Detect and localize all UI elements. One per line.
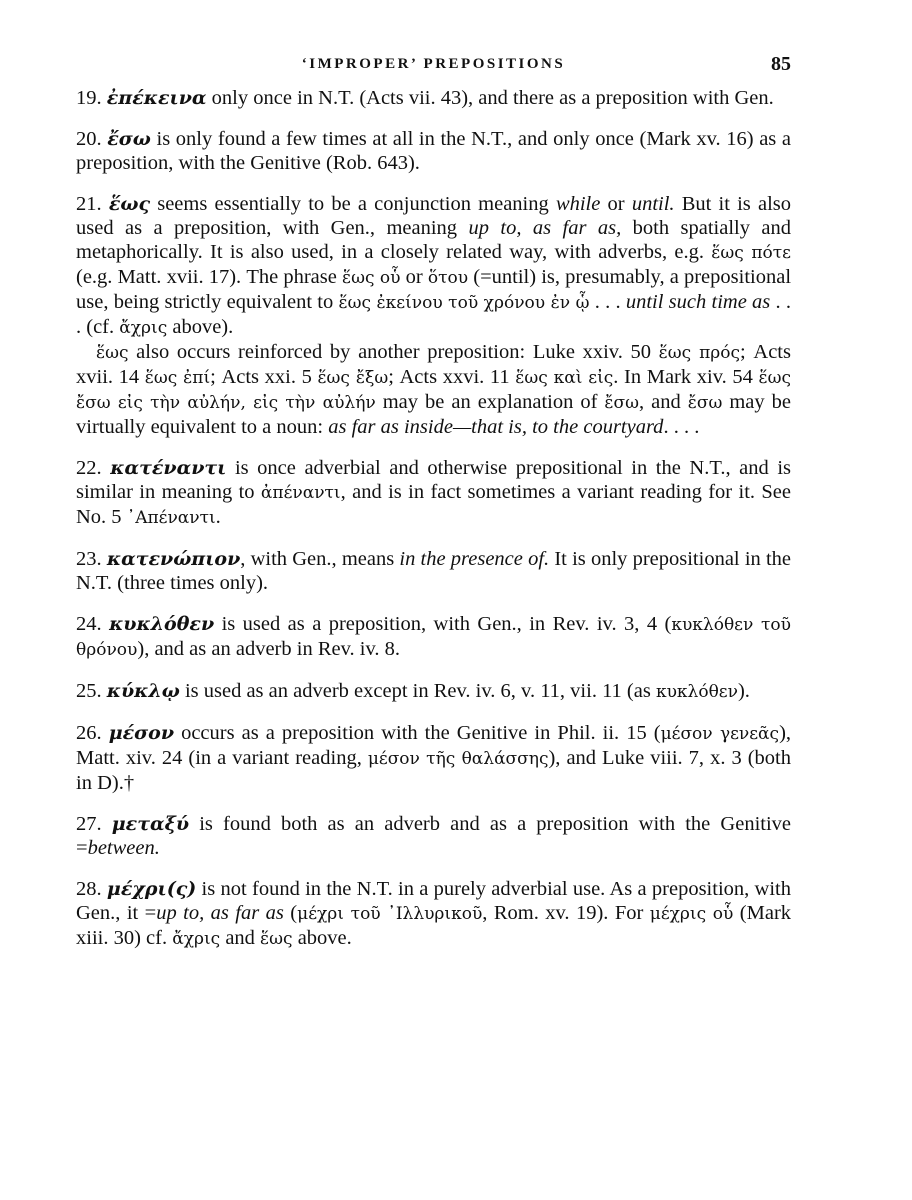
entry-number: 27. [76,813,112,835]
greek-text: ἕως πότε [711,243,791,263]
italic-text: as far as inside—that is, to the courtyard [328,416,664,438]
entry-number: 22. [76,457,111,479]
body-text: . . . (cf. [76,291,792,338]
greek-text: κυκλόθεν τοῦ θρόνου [76,615,791,660]
greek-text: ἄχρις [119,318,168,338]
greek-text: ἀπέναντι [260,483,341,503]
body-text: above). [167,316,234,338]
body-text: (=until) is, presumably, a prepositional use, being strictly equivalent to [76,266,792,313]
entry-number: 24. [76,613,110,635]
entry-number: 20. [76,128,108,150]
entry-number: 28. [76,878,107,900]
entry-paragraph [76,547,791,595]
body-text: only once in N.T. (Acts vii. 43), and there as a preposition with Gen. [206,87,774,109]
greek-text: ἕως πρός [658,343,741,363]
entry-number: 21. [76,193,109,215]
italic-text: until. [631,193,675,215]
greek-text: μέσον γενεᾶς [660,724,780,744]
italic-text: up to, as far as, [468,217,622,239]
body-text: occurs as a preposition with the Genitive in Phil. ii. 15 ( [174,722,661,744]
body-text: ), Matt. xiv. 24 (in a variant reading, [76,722,792,769]
entry-number: 19. [76,87,107,109]
entry-headword: ἐπέκεινα [106,87,207,109]
body-text: is used as an adverb except in Rev. iv. 6, v. 11, vii. 11 (as [179,680,656,702]
greek-text: ἕως καὶ εἰς [515,368,614,388]
body-text: may be virtually equivalent to a noun: [76,391,791,438]
entry-number: 26. [76,722,109,744]
greek-text: ἔσω [604,393,640,413]
body-text: (Mark xiii. 30) cf. [76,902,792,949]
greek-text: ᾿Απέναντι [126,508,216,528]
greek-text: ἕως ἐκείνου τοῦ χρόνου ἐν ᾧ [338,293,590,313]
greek-text: ἕως [96,343,129,363]
greek-text: ἕως ἔξω [317,368,389,388]
greek-text: κυκλόθεν [655,682,738,702]
body-text: ). [737,680,750,702]
body-text: is found both as an adverb and as a preposition with the Genitive = [76,813,791,859]
body-text: . [215,506,221,528]
body-text: But it is also used as a preposition, with Gen., meaning [76,193,791,239]
entry-paragraph [76,456,791,530]
entry-headword: ἔσω [107,128,151,150]
italic-text: between. [87,837,160,859]
body-text: may be an explanation of [375,391,605,413]
entry-paragraph [76,127,791,175]
greek-text: ἄχρις [172,929,221,949]
entry-headword: κυκλόθεν [109,613,215,635]
entry-paragraph [76,679,791,704]
greek-text: ἕως οὗ [342,268,401,288]
body-text: It is only prepositional in the N.T. (three times only). [76,548,792,594]
entry-headword: μέχρι(ς) [106,878,197,900]
greek-text: ἕως ἔσω εἰς τὴν αὐλήν, εἰς τὴν αὐλήν [76,368,791,413]
entry-paragraph [76,612,791,662]
entry-headword: κατενώπιον [106,548,241,570]
entry-headword: ἕως [108,193,151,215]
body-text: and [220,927,261,949]
body-text: ; Acts xxvi. 11 [388,366,516,388]
italic-text: until such time as [625,291,771,313]
entry-headword: μεταξύ [111,813,190,835]
body-text: ( [283,902,298,924]
greek-text: ἕως ἐπί [144,368,211,388]
body-text: , and [639,391,688,413]
entry-headword: κύκλῳ [106,680,180,702]
entry-paragraph [76,721,791,795]
entry-paragraph [76,812,791,860]
body-text: , with Gen., means [240,548,400,570]
body-text: is used as a preposition, with Gen., in Rev. iv. 3, 4 ( [214,613,672,635]
body-text: . . . [589,291,626,313]
greek-text: ἔσω [687,393,723,413]
body-text: . . . . [663,416,700,438]
running-header [76,53,791,80]
body-text: is once adverbial and otherwise prepositional in the N.T., and is similar in meaning to [76,457,792,503]
body-text: . In Mark xiv. 54 [613,366,759,388]
body-text: (e.g. Matt. xvii. 17). The phrase [76,266,342,288]
entry-number: 23. [76,548,107,570]
italic-text: while [555,193,601,215]
greek-text: μέχρις οὗ [649,904,734,924]
body-text: or [600,193,632,215]
body-text: ), and as an adverb in Rev. iv. 8. [137,638,401,660]
greek-text: ὅτου [427,268,469,288]
page-body [76,86,791,968]
body-text: , Rom. xv. 19). For [482,902,650,924]
entry-paragraph [76,877,791,951]
body-text: ; Acts xvii. 14 [76,341,791,388]
greek-text: μέχρι τοῦ ᾿Ιλλυρικοῦ [297,904,483,924]
body-text: , and is in fact sometimes a variant reading for it. See No. 5 [76,481,791,528]
body-text: above. [292,927,352,949]
italic-text: in the presence of. [399,548,550,570]
greek-text: μέσον τῆς θαλάσσης [367,749,549,769]
italic-text: up to, as far as [156,902,284,924]
body-text: both spatially and metaphorically. It is also used, in a closely related way, with adverbs, e.g. [76,217,791,263]
entry-paragraph [76,86,791,110]
entry-continuation [76,340,791,439]
body-text: also occurs reinforced by another preposition: Luke xxiv. 50 [128,341,659,363]
body-text: is not found in the N.T. in a purely adverbial use. As a preposition, with Gen., it = [76,878,792,924]
running-title: ‘IMPROPER’ PREPOSITIONS [301,56,566,72]
entry-number: 25. [76,680,107,702]
body-text: is only found a few times at all in the N.T., and only once (Mark xv. 16) as a preposition, with the Genitive (Rob. 643). [76,128,791,174]
entry-paragraph [76,192,791,340]
body-text: ; Acts xxi. 5 [210,366,318,388]
page-number: 85 [771,53,791,75]
body-text: seems essentially to be a conjunction meaning [150,193,556,215]
entry-headword: κατέναντι [110,457,227,479]
body-text: ), and Luke viii. 7, x. 3 (both in D).† [76,747,791,794]
body-text: or [400,266,428,288]
greek-text: ἕως [260,929,293,949]
entry-headword: μέσον [108,722,175,744]
